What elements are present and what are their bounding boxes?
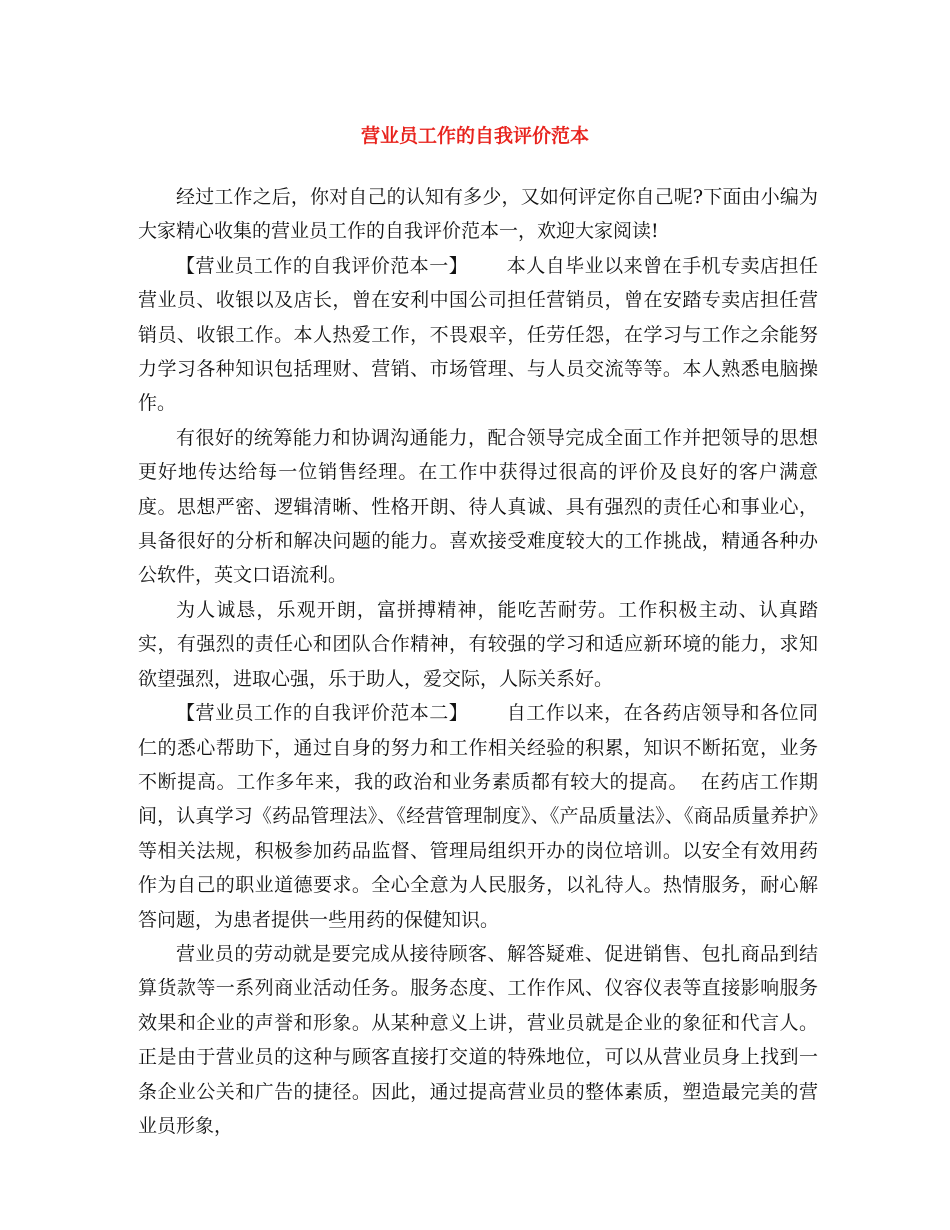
sample-one-paragraph [138,249,818,421]
sample-one-heading: 【营业员工作的自我评价范本一】 [176,254,469,277]
labor-paragraph: 营业员的劳动就是要完成从接待顾客、解答疑难、促进销售、包扎商品到结算货款等一系列商业活动任务。服务态度、工作作风、仪容仪表等直接影响服务效果和企业的声誉和形象。从某种意义上讲，营业员就是企业的象征和代言人。正是由于营业员的这种与顾客直接打交道的特殊地位，可以从营业员身上找到一条企业公关和广告的捷径。因此，通过提高营业员的整体素质，塑造最完美的营业员形象， [138,942,818,1137]
sample-two-text-a: 自工作以来，在各药店领导和各位同仁的悉心帮助下，通过自身的努力和工作相关经验的积累，知识不断拓宽，业务不断提高。工作多年来，我的政治和业务素质都有较大的提高。 [138,702,818,793]
sample-one-text: 本人自毕业以来曾在手机专卖店担任营业员、收银以及店长，曾在安利中国公司担任营销员，曾在安踏专卖店担任营销员、收银工作。本人热爱工作，不畏艰辛，任劳任怨，在学习与工作之余能努力学习各种知识包括理财、营销、市场管理、与人员交流等等。本人熟悉电脑操作。 [138,254,818,415]
sample-two-paragraph [138,696,818,937]
intro-paragraph: 经过工作之后，你对自己的认知有多少，又如何评定你自己呢?下面由小编为大家精心收集的营业员工作的自我评价范本一，欢迎大家阅读! [138,186,818,243]
sample-two-heading: 【营业员工作的自我评价范本二】 [176,702,469,725]
document-title: 营业员工作的自我评价范本 [360,125,589,147]
document-body [138,180,818,1143]
ability-paragraph: 有很好的统筹能力和协调沟通能力，配合领导完成全面工作并把领导的思想更好地传达给每一位销售经理。在工作中获得过很高的评价及良好的客户满意度。思想严密、逻辑清晰、性格开朗、待人真诚、具有强烈的责任心和事业心，具备很好的分析和解决问题的能力。喜欢接受难度较大的工作挑战，精通各种办公软件，英文口语流利。 [138,426,818,587]
sample-two-text-b: 在药店工作期间，认真学习《药品管理法》、《经营管理制度》、《产品质量法》、《商品质量养护》等相关法规，积极参加药品监督、管理局组织开办的岗位培训。以安全有效用药作为自己的职业道德要求。全心全意为人民服务，以礼待人。热情服务，耐心解答问题，为患者提供一些用药的保健知识。 [138,770,818,931]
character-paragraph: 为人诚恳，乐观开朗，富拼搏精神，能吃苦耐劳。工作积极主动、认真踏实，有强烈的责任心和团队合作精神，有较强的学习和适应新环境的能力，求知欲望强烈，进取心强，乐于助人，爱交际，人际关系好。 [138,598,818,690]
